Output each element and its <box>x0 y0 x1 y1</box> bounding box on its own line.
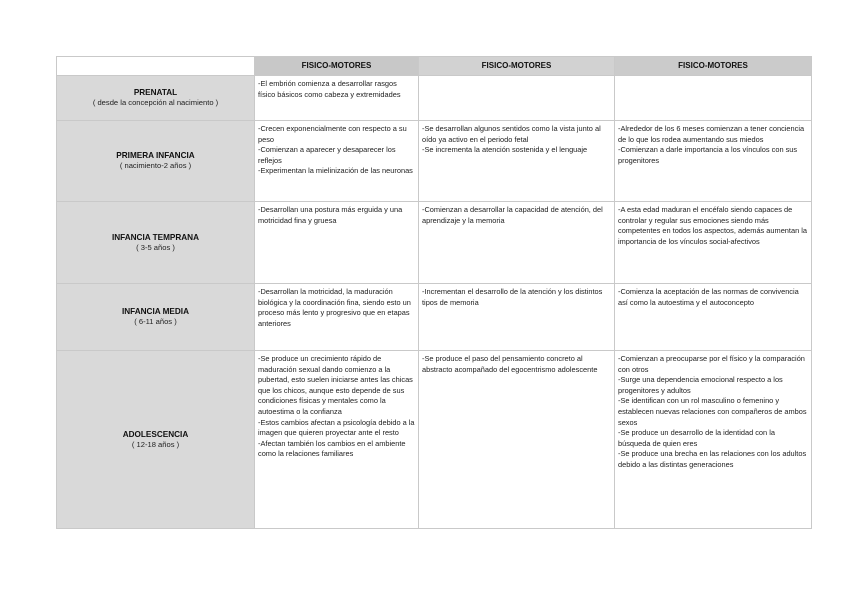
table-cell: -Se desarrollan algunos sentidos como la vista junto al oído ya activo en el periodo fetal -Se incrementa la atención sostenida y el lenguaje <box>419 121 615 202</box>
stage-name: INFANCIA TEMPRANA <box>111 232 200 242</box>
column-header-1: FISICO-MOTORES <box>255 57 419 76</box>
stage-age-range: ( nacimiento-2 años ) <box>119 161 192 171</box>
stage-age-range: ( 3-5 años ) <box>136 242 175 252</box>
stage-cell <box>57 351 255 529</box>
stage-name: INFANCIA MEDIA <box>121 307 189 317</box>
table-cell <box>615 76 812 121</box>
table-cell: -Desarrollan una postura más erguida y una motricidad fina y gruesa <box>255 202 419 284</box>
table-row-infancia-media <box>57 284 812 351</box>
stage-age-range: ( 12-18 años ) <box>131 439 180 449</box>
column-header-2: FISICO-MOTORES <box>419 57 615 76</box>
stage-age-range: ( desde la concepción al nacimiento ) <box>92 98 219 108</box>
table-row-primera-infancia <box>57 121 812 202</box>
stage-name: ADOLESCENCIA <box>122 429 189 439</box>
table-cell: -Comienzan a preocuparse por el físico y la comparación con otros -Surge una dependencia emocional respecto a los progenitores y adultos -Se identifican con un rol masculino o femenino y establecen nuevas relaciones con compañeros de ambos sexos -Se produce un desarrollo de la identidad con la búsqueda de quien eres -Se produce una brecha en las relaciones con los adultos debido a las distintas generaciones <box>615 351 812 529</box>
table-cell: -Alrededor de los 6 meses comienzan a tener conciencia de lo que los rodea aumentando sus miedos -Comienzan a darle importancia a los vínculos con sus progenitores <box>615 121 812 202</box>
stage-age-range: ( 6-11 años ) <box>134 317 177 327</box>
stage-cell <box>57 76 255 121</box>
table-cell: -Incrementan el desarrollo de la atención y los distintos tipos de memoria <box>419 284 615 351</box>
stage-name: PRENATAL <box>133 88 178 98</box>
table-cell: -Se produce un crecimiento rápido de maduración sexual dando comienzo a la pubertad, esto suelen iniciarse antes las chicas que los chicos, aunque esto depende de sus condiciones físicas y mentales como la autoestima o la confianza -Estos cambios afectan a psicología debido a la imagen que quieren proyectar ante el resto -Afectan también los cambios en el ambiente como la relaciones familiares <box>255 351 419 529</box>
table-cell <box>419 76 615 121</box>
table-row-adolescencia <box>57 351 812 529</box>
development-table <box>56 56 812 529</box>
table-cell: -Desarrollan la motricidad, la maduración biológica y la coordinación fina, siendo esto un proceso más lento y progresivo que en etapas anteriores <box>255 284 419 351</box>
table-cell: -Comienza la aceptación de las normas de convivencia así como la autoestima y el autoconcepto <box>615 284 812 351</box>
table-cell: -Se produce el paso del pensamiento concreto al abstracto acompañado del egocentrismo adolescente <box>419 351 615 529</box>
stage-name: PRIMERA INFANCIA <box>116 151 195 161</box>
table-row-infancia-temprana <box>57 202 812 284</box>
table-cell: -A esta edad maduran el encéfalo siendo capaces de controlar y regular sus emociones siendo más competentes en todos los aspectos, además aumentan la importancia de los vínculos social-afectivos <box>615 202 812 284</box>
table-cell: -Comienzan a desarrollar la capacidad de atención, del aprendizaje y la memoria <box>419 202 615 284</box>
stage-cell <box>57 202 255 284</box>
column-header-3: FISICO-MOTORES <box>615 57 812 76</box>
stage-cell <box>57 121 255 202</box>
table-row-prenatal <box>57 76 812 121</box>
table-cell: -El embrión comienza a desarrollar rasgos físico básicos como cabeza y extremidades <box>255 76 419 121</box>
stage-cell <box>57 284 255 351</box>
header-row <box>57 57 812 76</box>
header-corner-cell <box>57 57 255 76</box>
table-cell: -Crecen exponencialmente con respecto a su peso -Comienzan a aparecer y desaparecer los reflejos -Experimentan la mielinización de las neuronas <box>255 121 419 202</box>
